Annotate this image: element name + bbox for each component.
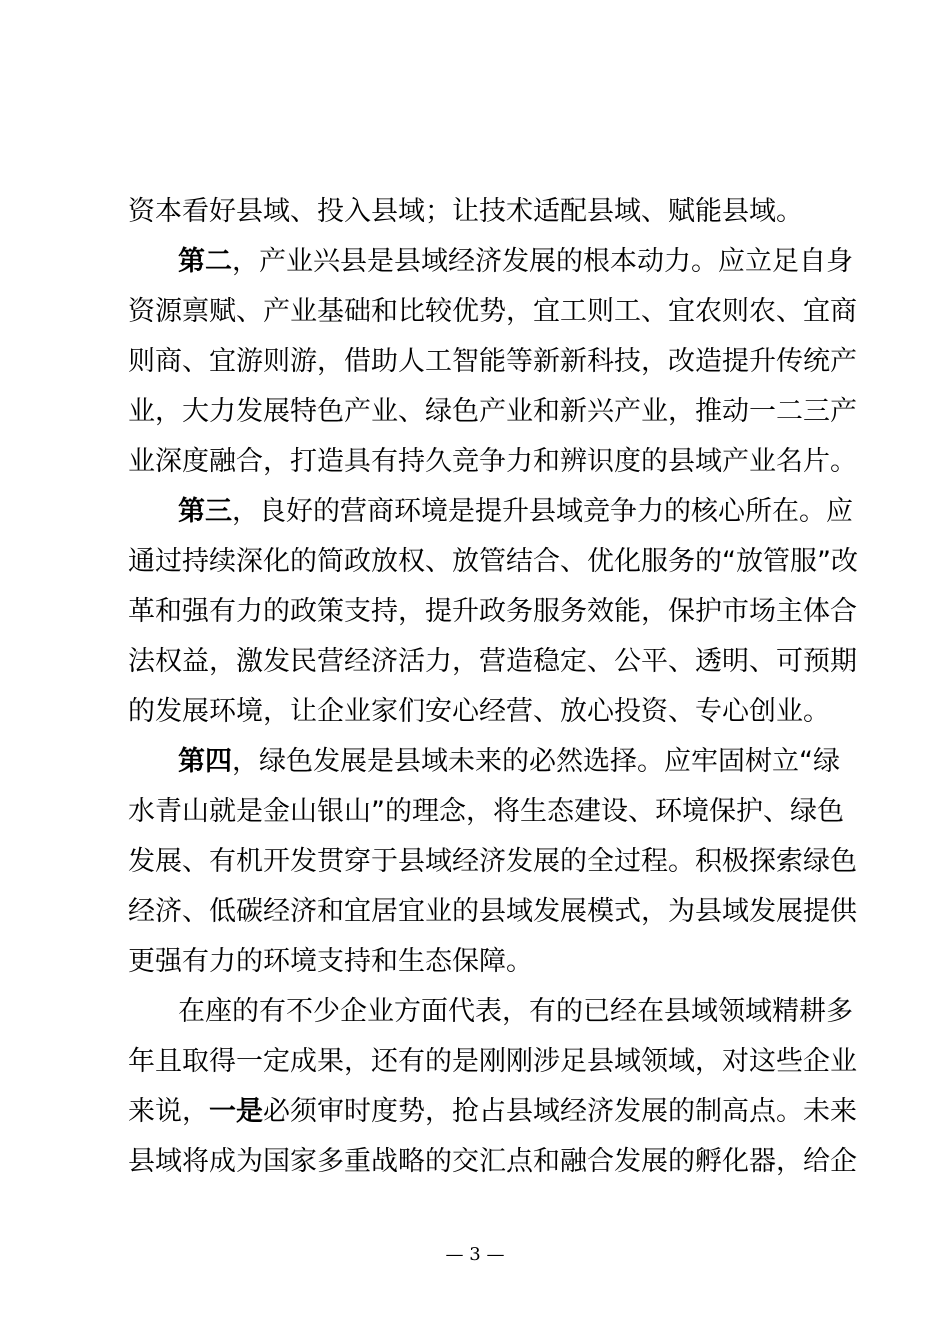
text-span: 来说，	[128, 1096, 209, 1127]
text-line: 资本看好县域、投入县域；让技术适配县域、赋能县域。	[128, 196, 803, 227]
paragraph-4	[128, 737, 857, 987]
text-line: 的发展环境，让企业家们安心经营、放心投资、专心创业。	[128, 696, 830, 727]
text-line	[128, 487, 853, 537]
text-line: 法权益，激发民营经济活力，营造稳定、公平、透明、可预期	[128, 646, 857, 677]
text-line: 在座的有不少企业方面代表，有的已经在县域领域精耕多	[178, 996, 853, 1027]
text-line: 经济、低碳经济和宜居宜业的县域发展模式，为县域发展提供	[128, 896, 857, 927]
paragraph-2	[128, 237, 857, 487]
text-span: ，产业兴县是县域经济发展的根本动力。应立足自身	[232, 246, 853, 277]
text-span: ，绿色发展是县域未来的必然选择。应牢固树立“绿	[232, 746, 840, 777]
paragraph-1	[128, 187, 822, 237]
text-line: 水青山就是金山银山”的理念，将生态建设、环境保护、绿色	[128, 796, 844, 827]
bold-lead: 第四	[178, 746, 232, 777]
text-line: 发展、有机开发贯穿于县域经济发展的全过程。积极探索绿色	[128, 846, 857, 877]
paragraph-5	[128, 987, 857, 1187]
text-line: 业深度融合，打造具有持久竞争力和辨识度的县域产业名片。	[128, 446, 857, 477]
text-line: 革和强有力的政策支持，提升政务服务效能，保护市场主体合	[128, 596, 857, 627]
text-line: 资源禀赋、产业基础和比较优势，宜工则工、宜农则农、宜商	[128, 296, 857, 327]
document-body	[128, 187, 858, 1187]
bold-lead: 第二	[178, 246, 232, 277]
text-span: ，良好的营商环境是提升县域竞争力的核心所在。应	[232, 496, 853, 527]
text-line	[128, 237, 853, 287]
bold-phrase: 一是	[209, 1096, 263, 1127]
paragraph-3	[128, 487, 858, 737]
text-line	[128, 1087, 857, 1137]
text-line: 更强有力的环境支持和生态保障。	[128, 946, 533, 977]
page-number: — 3 —	[445, 1244, 505, 1265]
text-line: 通过持续深化的简政放权、放管结合、优化服务的“放管服”改	[128, 546, 858, 577]
text-line: 业，大力发展特色产业、绿色产业和新兴产业，推动一二三产	[128, 396, 857, 427]
text-line	[128, 737, 840, 787]
text-span: 必须审时度势，抢占县域经济发展的制高点。未来	[263, 1096, 857, 1127]
text-line: 则商、宜游则游，借助人工智能等新新科技，改造提升传统产	[128, 346, 857, 377]
bold-lead: 第三	[178, 496, 232, 527]
text-line: 县域将成为国家多重战略的交汇点和融合发展的孵化器，给企	[128, 1146, 857, 1177]
text-line: 年且取得一定成果，还有的是刚刚涉足县域领域，对这些企业	[128, 1046, 857, 1077]
